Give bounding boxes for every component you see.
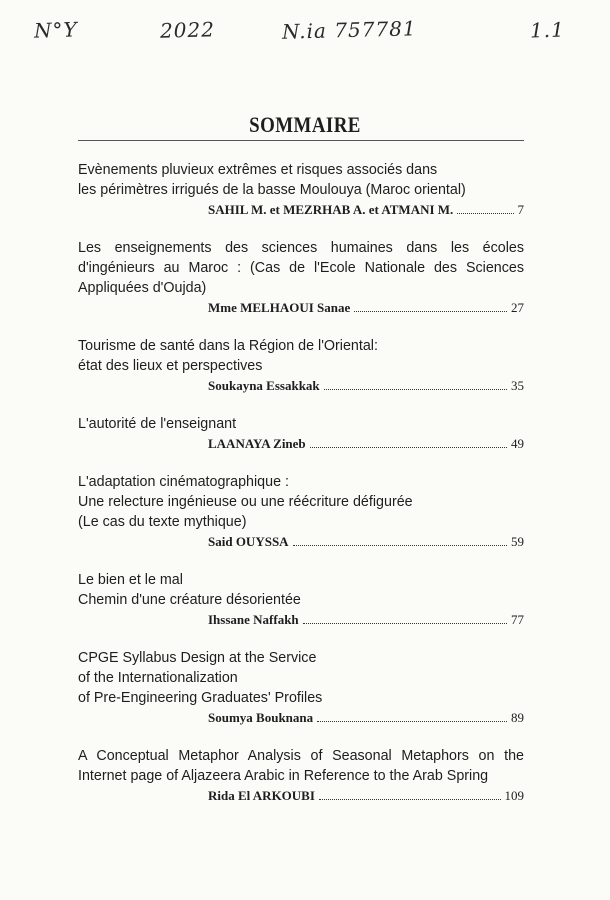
entry-author: Soukayna Essakkak: [208, 378, 320, 393]
entry-title-line: L'adaptation cinématographique :: [78, 474, 289, 490]
entry-title-line: Internet page of Aljazeera Arabic in Reference to the Arab Spring: [78, 768, 489, 784]
entry-title-line: Une relecture ingénieuse ou une réécriture défigurée: [78, 494, 413, 510]
entry-author: Said OUYSSA: [208, 534, 289, 549]
handwritten-note: 1.1: [529, 17, 566, 43]
entry-author: Soumya Bouknana: [208, 710, 314, 725]
page-title: SOMMAIRE: [249, 112, 361, 137]
dot-leader: [310, 447, 507, 448]
entry-page-number: 59: [511, 534, 524, 549]
entry-title-line: d'ingénieurs au Maroc : (Cas de l'Ecole Nationale des Sciences: [78, 260, 524, 276]
entry-page-number: 7: [517, 202, 524, 217]
entry-author: Mme MELHAOUI Sanae: [208, 300, 351, 315]
entry-title-line: état des lieux et perspectives: [78, 358, 263, 374]
entry-author: SAHIL M. et MEZRHAB A. et ATMANI M.: [208, 202, 454, 217]
entry-title-line: L'autorité de l'enseignant: [78, 416, 237, 432]
dot-leader: [293, 545, 507, 546]
toc-entry: [78, 336, 524, 394]
handwritten-note: 2022: [159, 17, 216, 43]
entry-title-line: A Conceptual Metaphor Analysis of Seasonal Metaphors on the: [78, 748, 524, 764]
handwritten-note: N°Y: [33, 17, 79, 43]
entry-author-line: [78, 201, 524, 218]
dot-leader: [324, 389, 507, 390]
entry-author: Rida El ARKOUBI: [208, 788, 315, 803]
toc-entry: [78, 472, 524, 550]
entry-title-line: (Le cas du texte mythique): [78, 514, 247, 530]
entry-title-line: Les enseignements des sciences humaines dans les écoles: [78, 240, 524, 256]
dot-leader: [457, 213, 513, 214]
entry-page-number: 109: [504, 788, 524, 803]
entry-page-number: 27: [511, 300, 524, 315]
entry-author-line: [78, 787, 524, 804]
entry-title-line: of the Internationalization: [78, 670, 238, 686]
entry-title-line: Appliquées d'Oujda): [78, 280, 207, 296]
toc-entry: [78, 160, 524, 218]
toc-entry: [78, 570, 524, 628]
entry-author-line: [78, 377, 524, 394]
entry-author-line: [78, 611, 524, 628]
entry-title-line: Chemin d'une créature désorientée: [78, 592, 301, 608]
entry-title-line: Tourisme de santé dans la Région de l'Oriental:: [78, 338, 378, 354]
dot-leader: [319, 799, 501, 800]
entry-author-line: [78, 533, 524, 550]
entry-page-number: 35: [511, 378, 524, 393]
toc-entry: [78, 648, 524, 726]
entry-page-number: 89: [511, 710, 524, 725]
toc-entry: [78, 238, 524, 316]
entry-author-line: [78, 709, 524, 726]
handwritten-note: N.ia 757781: [281, 16, 417, 44]
table-of-contents: [78, 160, 524, 824]
entry-author: LAANAYA Zineb: [208, 436, 306, 451]
entry-title-line: Le bien et le mal: [78, 572, 183, 588]
entry-author: Ihssane Naffakh: [208, 612, 299, 627]
entry-page-number: 49: [511, 436, 524, 451]
dot-leader: [303, 623, 507, 624]
entry-title-line: CPGE Syllabus Design at the Service: [78, 650, 317, 666]
entry-title-line: of Pre-Engineering Graduates' Profiles: [78, 690, 323, 706]
toc-entry: [78, 414, 524, 452]
entry-page-number: 77: [511, 612, 524, 627]
entry-title-line: les périmètres irrigués de la basse Moulouya (Maroc oriental): [78, 182, 466, 198]
entry-author-line: [78, 299, 524, 316]
title-underline: [78, 140, 524, 141]
dot-leader: [317, 721, 507, 722]
entry-author-line: [78, 435, 524, 452]
entry-title-line: Evènements pluvieux extrêmes et risques associés dans: [78, 162, 438, 178]
toc-entry: [78, 746, 524, 804]
dot-leader: [354, 311, 507, 312]
